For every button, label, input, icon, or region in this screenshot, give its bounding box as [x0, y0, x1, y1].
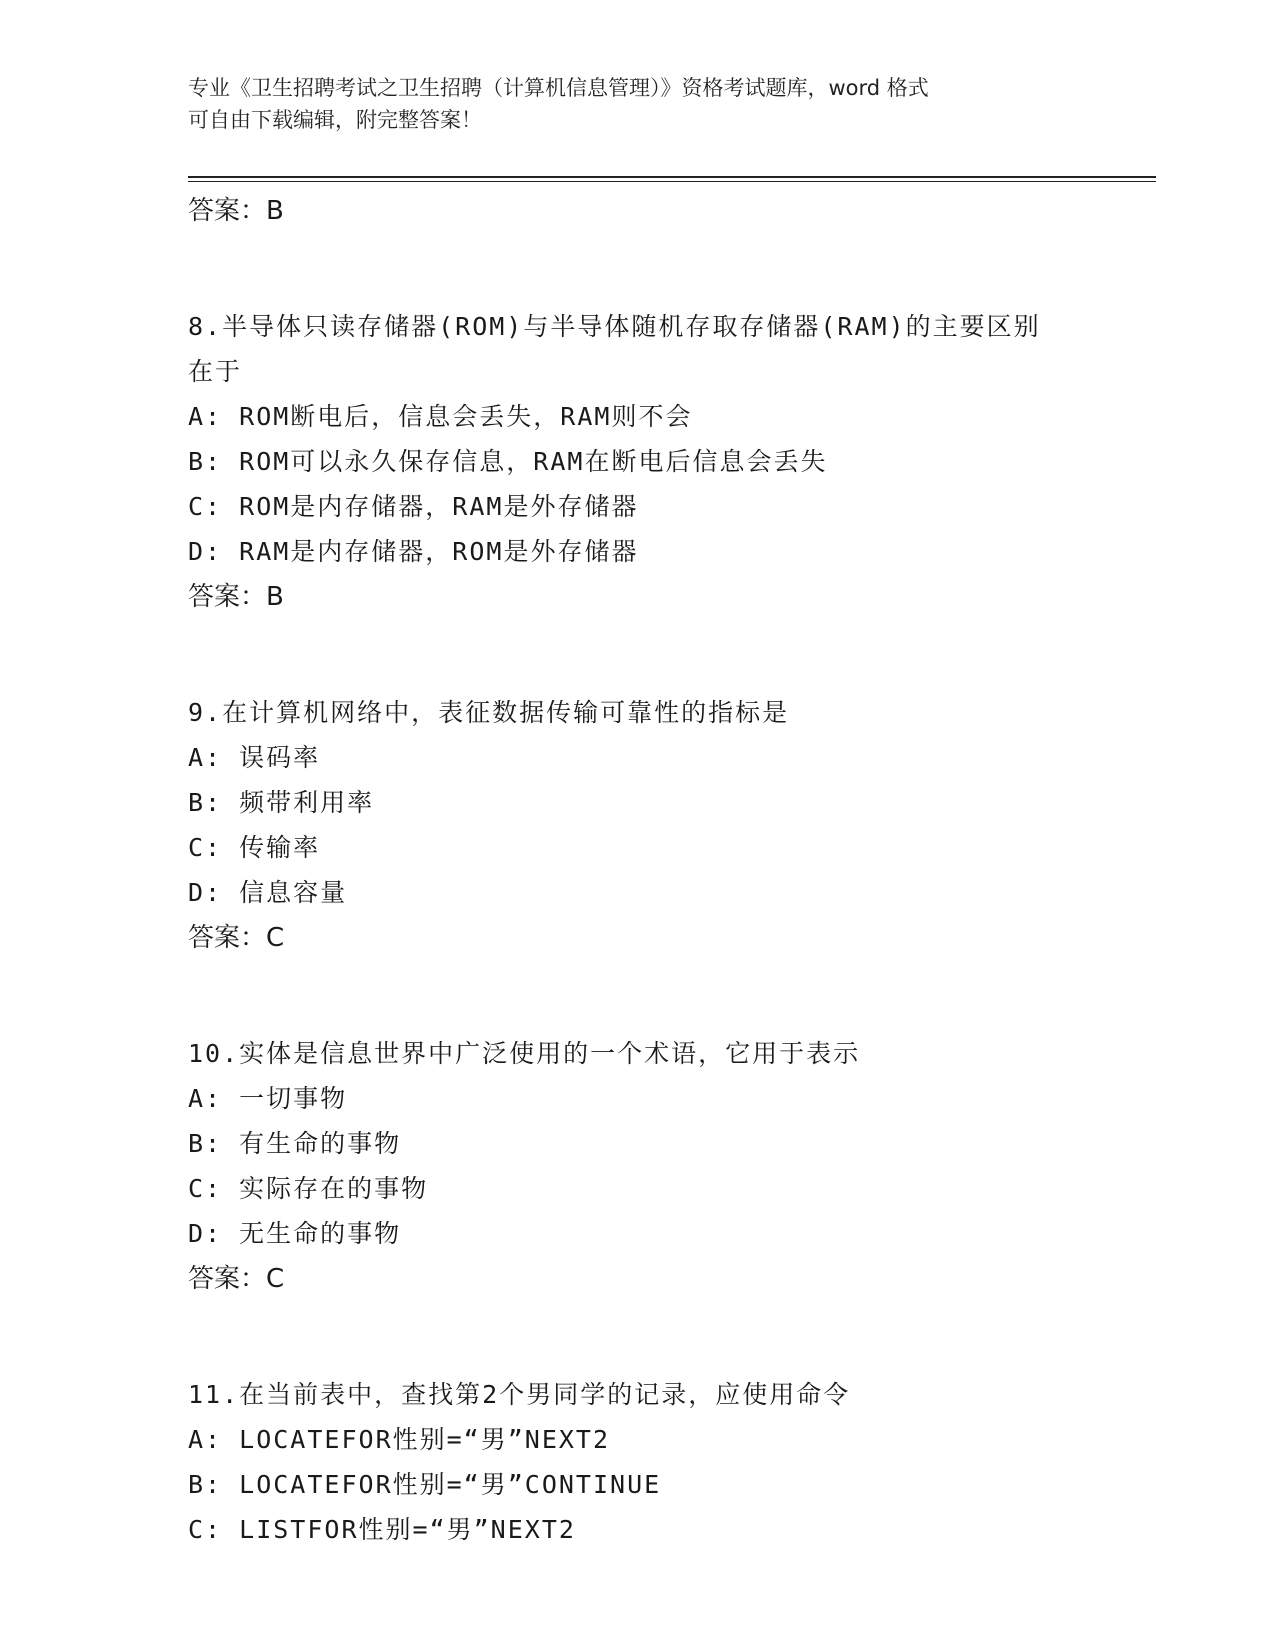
option-d: D: RAM是内存储器，ROM是外存储器 — [188, 537, 639, 566]
document-header — [188, 72, 1088, 136]
question-stem: 11.在当前表中，查找第2个男同学的记录，应使用命令 — [188, 1380, 851, 1409]
option-a: A: 误码率 — [188, 743, 321, 772]
question-stem-continued: 在于 — [188, 357, 243, 386]
question-stem: 9.在计算机网络中，表征数据传输可靠性的指标是 — [188, 698, 790, 727]
option-b: B: LOCATEFOR性别=“男”CONTINUE — [188, 1470, 662, 1499]
option-c: C: 传输率 — [188, 833, 321, 862]
header-rule-thick — [188, 176, 1156, 178]
option-d: D: 信息容量 — [188, 878, 348, 907]
option-c: C: LISTFOR性别=“男”NEXT2 — [188, 1515, 576, 1544]
answer: 答案：C — [188, 1264, 285, 1294]
option-b: B: 频带利用率 — [188, 788, 375, 817]
option-d: D: 无生命的事物 — [188, 1219, 402, 1248]
option-b: B: ROM可以永久保存信息，RAM在断电后信息会丢失 — [188, 447, 828, 476]
header-rule-thin — [188, 181, 1156, 182]
header-line-2: 可自由下载编辑，附完整答案！ — [188, 108, 482, 132]
option-a: A: 一切事物 — [188, 1084, 348, 1113]
option-a: A: LOCATEFOR性别=“男”NEXT2 — [188, 1425, 611, 1454]
answer: 答案：B — [188, 582, 284, 612]
question-10 — [188, 1031, 1148, 1302]
answer: 答案：C — [188, 923, 285, 953]
option-c: C: 实际存在的事物 — [188, 1174, 429, 1203]
question-9 — [188, 690, 1148, 961]
question-stem: 10.实体是信息世界中广泛使用的一个术语，它用于表示 — [188, 1039, 861, 1068]
document-body — [188, 188, 1148, 1552]
option-b: B: 有生命的事物 — [188, 1129, 402, 1158]
answer-previous: 答案：B — [188, 196, 284, 226]
option-c: C: ROM是内存储器，RAM是外存储器 — [188, 492, 639, 521]
question-11 — [188, 1372, 1148, 1552]
question-stem: 8.半导体只读存储器(ROM)与半导体随机存取存储器(RAM)的主要区别 — [188, 312, 1041, 341]
question-8 — [188, 304, 1148, 620]
option-a: A: ROM断电后，信息会丢失，RAM则不会 — [188, 402, 693, 431]
header-line-1: 专业《卫生招聘考试之卫生招聘（计算机信息管理）》资格考试题库，word 格式 — [188, 76, 929, 100]
